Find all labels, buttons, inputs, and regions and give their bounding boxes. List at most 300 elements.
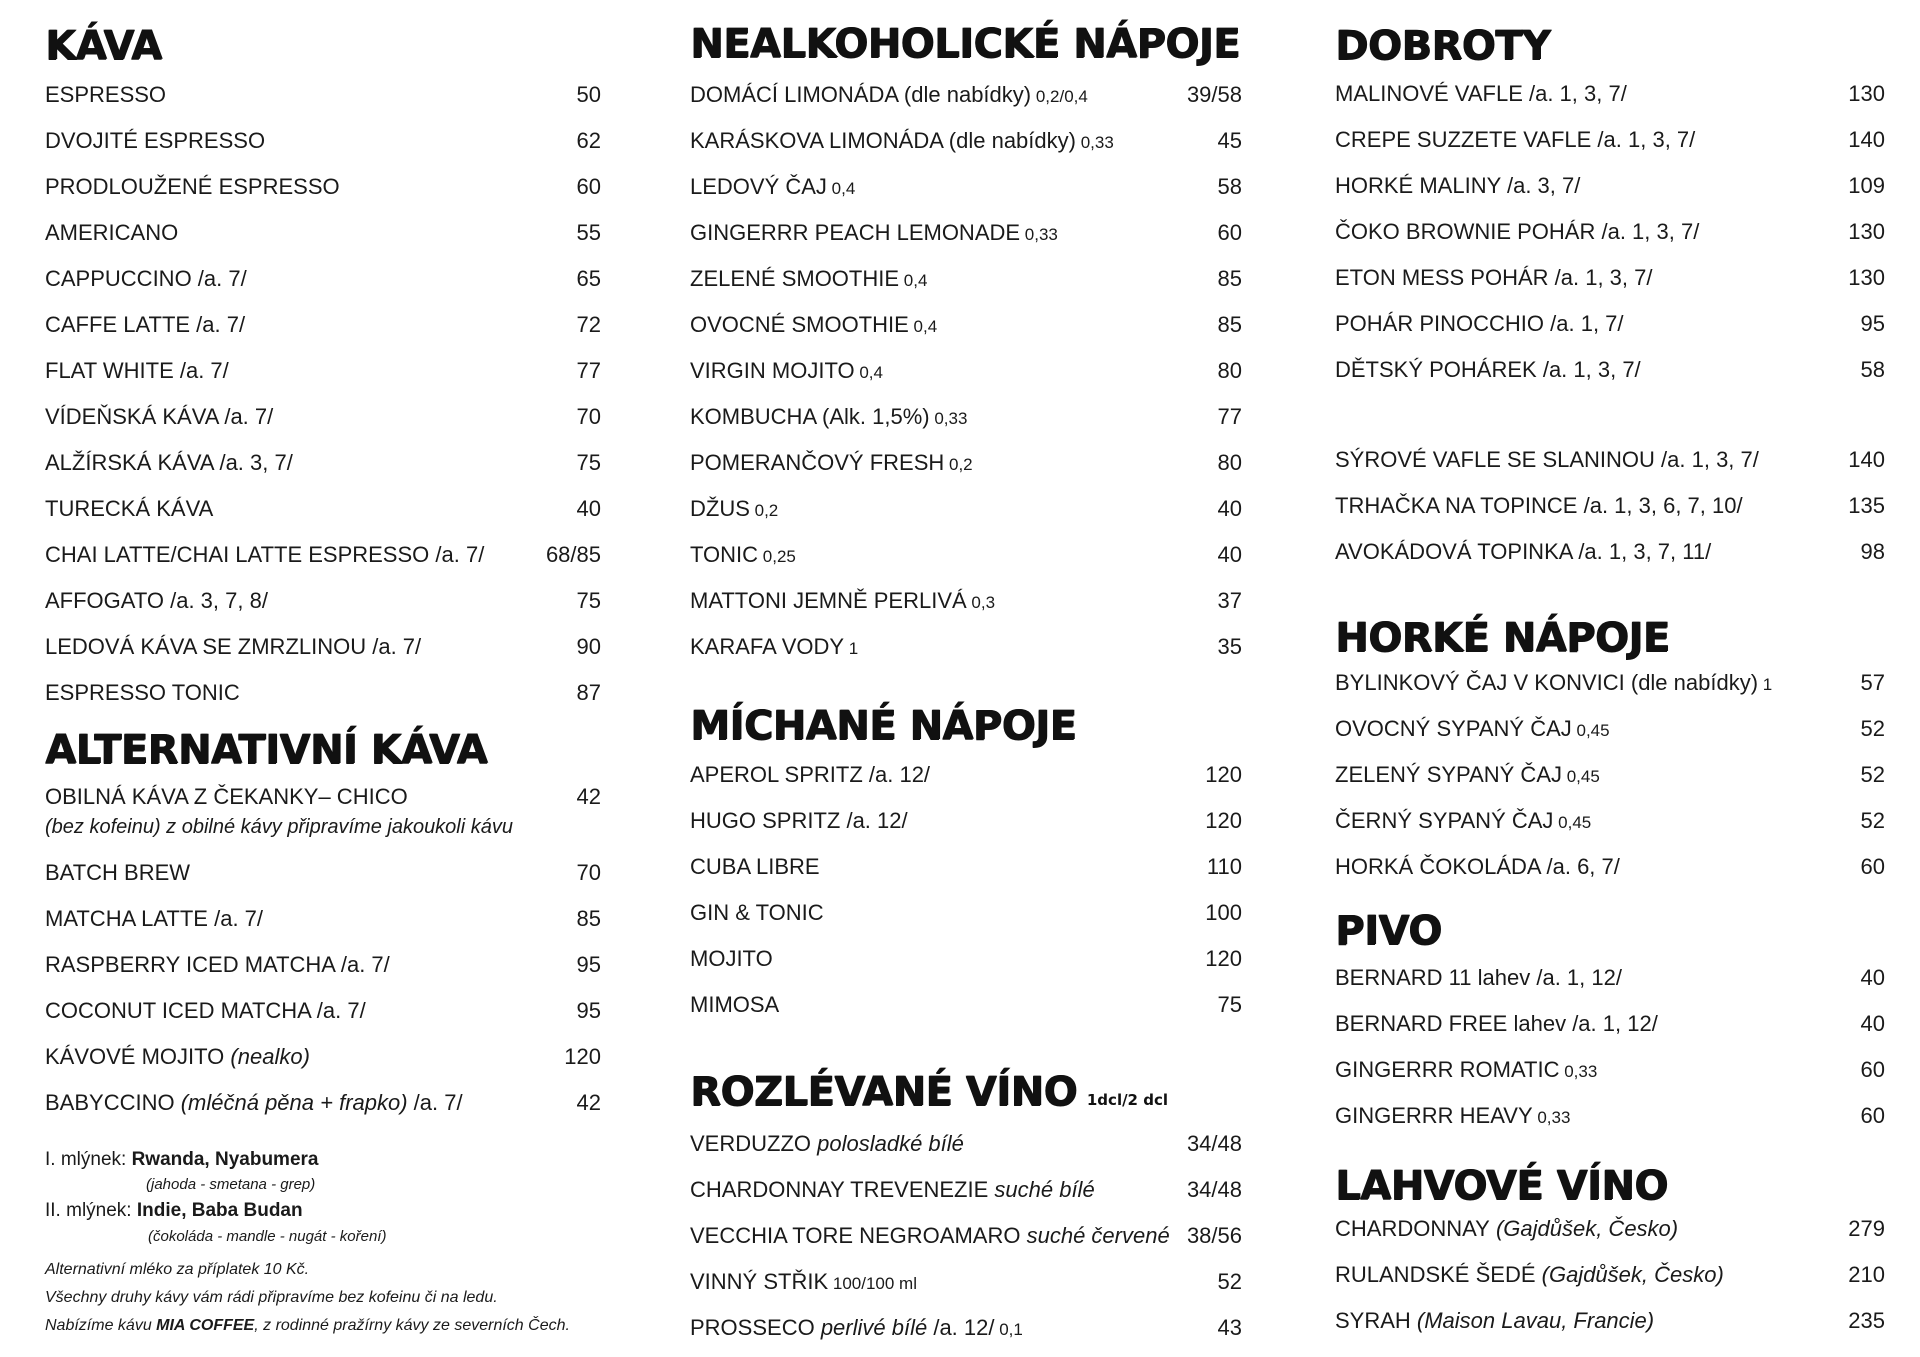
item-price: 130 bbox=[1848, 265, 1885, 290]
menu-item bbox=[1335, 347, 1885, 393]
item-size: 0,33 bbox=[1020, 225, 1058, 244]
item-name bbox=[45, 256, 247, 302]
menu-item bbox=[45, 440, 601, 486]
item-price: 120 bbox=[1205, 808, 1242, 833]
item-name: LEDOVÁ KÁVA SE ZMRZLINOU bbox=[45, 634, 367, 659]
item-name: ČERNÝ SYPANÝ ČAJ bbox=[1335, 808, 1554, 833]
item-name bbox=[690, 982, 779, 1028]
item-name: MALINOVÉ VAFLE bbox=[1335, 81, 1523, 106]
section-title-dobroty: DOBROTY bbox=[1335, 23, 1551, 69]
menu-item bbox=[1335, 117, 1885, 163]
item-allergen: /a. 1, 3, 7/ bbox=[1595, 219, 1700, 244]
item-allergen: /a. 1, 12/ bbox=[1530, 965, 1622, 990]
item-name: DVOJITÉ ESPRESSO bbox=[45, 128, 266, 153]
item-name: POMERANČOVÝ FRESH bbox=[690, 450, 945, 475]
item-name: ESPRESSO bbox=[45, 82, 167, 107]
item-allergen: /a. 12/ bbox=[840, 808, 908, 833]
item-price: 50 bbox=[576, 82, 601, 107]
item-size: 0,1 bbox=[994, 1320, 1023, 1339]
item-name bbox=[1335, 1093, 1570, 1141]
item-name: VECCHIA TORE NEGROAMARO bbox=[690, 1223, 1021, 1248]
item-name bbox=[45, 118, 265, 164]
item-name bbox=[690, 210, 1058, 258]
item-size: 1 bbox=[1758, 675, 1773, 694]
item-name bbox=[45, 394, 273, 440]
item-name: BERNARD 11 lahev bbox=[1335, 965, 1531, 990]
item-name bbox=[1335, 483, 1743, 529]
item-name: GIN & TONIC bbox=[690, 900, 824, 925]
item-name: ZELENÉ SMOOTHIE bbox=[690, 266, 900, 291]
item-name: FLAT WHITE bbox=[45, 358, 174, 383]
item-name bbox=[1335, 255, 1652, 301]
item-name bbox=[690, 1213, 1170, 1259]
item-name: CHARDONNAY bbox=[1335, 1216, 1490, 1241]
item-size: 0,33 bbox=[1532, 1108, 1571, 1127]
menu-item bbox=[690, 890, 1242, 936]
item-italic: (Gajdůšek, Česko) bbox=[1535, 1262, 1724, 1287]
menu-item bbox=[45, 1034, 601, 1080]
menu-item bbox=[45, 942, 601, 988]
item-name: CHAI LATTE/CHAI LATTE ESPRESSO bbox=[45, 542, 430, 567]
item-name: MATTONI JEMNĚ PERLIVÁ bbox=[690, 588, 967, 613]
item-allergen: /a. 12/ bbox=[927, 1315, 995, 1340]
menu-item bbox=[1335, 255, 1885, 301]
item-name bbox=[690, 1259, 917, 1307]
item-price: 55 bbox=[576, 220, 601, 245]
item-allergen: /a. 7/ bbox=[190, 312, 246, 337]
item-allergen: /a. 12/ bbox=[862, 762, 931, 787]
item-name: OVOCNÉ SMOOTHIE bbox=[690, 312, 909, 337]
item-size: 0,2 bbox=[944, 455, 973, 474]
menu-item bbox=[45, 72, 601, 118]
item-name bbox=[1335, 844, 1620, 890]
item-name bbox=[690, 118, 1114, 166]
menu-item bbox=[690, 72, 1242, 118]
menu-item bbox=[690, 752, 1242, 798]
item-name bbox=[45, 988, 366, 1034]
item-allergen: /a. 1, 3, 7/ bbox=[1654, 447, 1759, 472]
item-price: 80 bbox=[1217, 450, 1242, 475]
menu-item bbox=[1335, 660, 1885, 706]
menu-item bbox=[690, 532, 1242, 578]
item-name: ESPRESSO TONIC bbox=[45, 680, 240, 705]
item-price: 120 bbox=[1205, 946, 1242, 971]
item-price: 42 bbox=[576, 784, 601, 809]
menu-item bbox=[1335, 1093, 1885, 1139]
menu-item bbox=[45, 256, 601, 302]
item-allergen: /a. 1, 3, 7/ bbox=[1548, 265, 1653, 290]
item-name bbox=[1335, 798, 1591, 846]
item-size: 0,4 bbox=[854, 363, 883, 382]
item-name bbox=[1335, 706, 1610, 754]
menu-item bbox=[45, 210, 601, 256]
footnote-milk: Alternativní mléko za příplatek 10 Kč. bbox=[45, 1261, 310, 1278]
item-name: KÁVOVÉ MOJITO bbox=[45, 1044, 225, 1069]
item-name: CHARDONNAY TREVENEZIE bbox=[690, 1177, 989, 1202]
item-size: 0,45 bbox=[1562, 767, 1600, 786]
item-size: 0,4 bbox=[899, 271, 928, 290]
item-price: 68/85 bbox=[545, 542, 601, 567]
item-price: 38/56 bbox=[1186, 1223, 1242, 1248]
item-name bbox=[1335, 1047, 1597, 1095]
item-name bbox=[1335, 347, 1641, 393]
item-name bbox=[1335, 1298, 1654, 1344]
item-name: PROSSECO bbox=[690, 1315, 815, 1340]
item-name bbox=[1335, 163, 1580, 209]
item-name bbox=[1335, 301, 1624, 347]
section-title-nealko: NEALKOHOLICKÉ NÁPOJE bbox=[690, 21, 1240, 67]
item-name: GINGERRR HEAVY bbox=[1335, 1103, 1533, 1128]
item-name: BATCH BREW bbox=[45, 860, 191, 885]
item-name bbox=[45, 302, 245, 348]
item-price: 52 bbox=[1860, 716, 1885, 741]
item-name: DŽUS bbox=[690, 496, 750, 521]
item-price: 62 bbox=[576, 128, 601, 153]
menu-item bbox=[1335, 1252, 1885, 1298]
item-name bbox=[690, 348, 883, 396]
item-name: AMERICANO bbox=[45, 220, 179, 245]
item-italic: perlivé bílé bbox=[814, 1315, 928, 1340]
item-size: 100/100 ml bbox=[828, 1274, 917, 1293]
section-title-michane: MÍCHANÉ NÁPOJE bbox=[690, 703, 1077, 749]
item-price: 60 bbox=[1860, 854, 1885, 879]
item-name: GINGERRR ROMATIC bbox=[1335, 1057, 1560, 1082]
menu-item bbox=[1335, 1298, 1885, 1344]
item-name bbox=[690, 624, 858, 672]
item-allergen: /a. 7/ bbox=[366, 634, 422, 659]
item-name: TURECKÁ KÁVA bbox=[45, 496, 214, 521]
item-price: 87 bbox=[576, 680, 601, 705]
menu-item bbox=[690, 348, 1242, 394]
item-name bbox=[690, 1167, 1095, 1213]
item-name bbox=[690, 844, 820, 890]
item-name bbox=[690, 578, 995, 626]
grinder-notes: (čokoláda - mandle - nugát - koření) bbox=[148, 1228, 387, 1245]
section-title-rozlevane: ROZLÉVANÉ VÍNO 1dcl/2 dcl bbox=[690, 1069, 1168, 1115]
item-name bbox=[1335, 955, 1622, 1001]
item-price: 109 bbox=[1848, 173, 1885, 198]
item-size: 0,4 bbox=[908, 317, 938, 336]
menu-item bbox=[45, 164, 601, 210]
item-name bbox=[45, 72, 166, 118]
item-name bbox=[1335, 437, 1759, 483]
item-name bbox=[690, 1305, 1023, 1353]
item-italic: (nealko) bbox=[224, 1044, 310, 1069]
item-name bbox=[690, 1121, 964, 1167]
item-price: 60 bbox=[1217, 220, 1242, 245]
item-name: KOMBUCHA (Alk. 1,5%) bbox=[690, 404, 930, 429]
item-name bbox=[45, 624, 421, 670]
grinder-label: II. mlýnek: bbox=[45, 1200, 137, 1221]
item-name: HORKÁ ČOKOLÁDA bbox=[1335, 854, 1541, 879]
item-price: 235 bbox=[1848, 1308, 1885, 1333]
item-allergen: /a. 7/ bbox=[310, 998, 366, 1023]
grinder-origin: Indie, Baba Budan bbox=[136, 1200, 303, 1221]
item-name: OVOCNÝ SYPANÝ ČAJ bbox=[1335, 716, 1572, 741]
menu-item bbox=[1335, 163, 1885, 209]
item-name: RULANDSKÉ ŠEDÉ bbox=[1335, 1262, 1536, 1287]
item-price: 45 bbox=[1217, 128, 1242, 153]
item-name: APEROL SPRITZ bbox=[690, 762, 863, 787]
item-allergen: /a. 7/ bbox=[218, 404, 274, 429]
menu-item bbox=[690, 578, 1242, 624]
item-name: MIMOSA bbox=[690, 992, 780, 1017]
menu-item bbox=[1335, 844, 1885, 890]
item-price: 80 bbox=[1217, 358, 1242, 383]
item-price: 40 bbox=[1860, 1011, 1885, 1036]
item-name bbox=[690, 164, 855, 212]
section-title-pivo: PIVO bbox=[1335, 908, 1442, 954]
item-allergen: /a. 7/ bbox=[407, 1090, 463, 1115]
item-italic: (Maison Lavau, Francie) bbox=[1410, 1308, 1655, 1333]
item-size: 0,4 bbox=[826, 179, 856, 198]
item-allergen: /a. 7/ bbox=[429, 542, 485, 567]
item-name bbox=[45, 210, 178, 256]
item-name: KARAFA VODY bbox=[690, 634, 845, 659]
item-price: 40 bbox=[1217, 496, 1242, 521]
item-name: GINGERRR PEACH LEMONADE bbox=[690, 220, 1021, 245]
item-price: 279 bbox=[1848, 1216, 1885, 1241]
item-allergen: /a. 1, 7/ bbox=[1544, 311, 1624, 336]
item-name: CAPPUCCINO bbox=[45, 266, 192, 291]
item-name bbox=[690, 394, 967, 442]
menu-item bbox=[690, 798, 1242, 844]
item-name bbox=[690, 752, 930, 798]
item-name bbox=[690, 486, 778, 534]
item-allergen: /a. 1, 3, 7/ bbox=[1522, 81, 1627, 106]
item-size: 1 bbox=[844, 639, 859, 658]
item-size: 0,2/0,4 bbox=[1031, 87, 1088, 106]
item-name bbox=[45, 486, 213, 532]
item-allergen: /a. 1, 3, 7/ bbox=[1591, 127, 1696, 152]
item-name: CREPE SUZZETE VAFLE bbox=[1335, 127, 1592, 152]
item-name: VINNÝ STŘIK bbox=[690, 1269, 829, 1294]
item-size: 0,3 bbox=[966, 593, 996, 612]
menu-item bbox=[690, 982, 1242, 1028]
item-price: 72 bbox=[576, 312, 601, 337]
item-price: 135 bbox=[1848, 493, 1885, 518]
item-price: 60 bbox=[576, 174, 601, 199]
item-price: 60 bbox=[1860, 1057, 1885, 1082]
item-name bbox=[45, 850, 190, 896]
item-name: AFFOGATO bbox=[45, 588, 164, 613]
item-name: ZELENÝ SYPANÝ ČAJ bbox=[1335, 762, 1562, 787]
item-italic: suché červené bbox=[1020, 1223, 1170, 1248]
menu-item bbox=[690, 486, 1242, 532]
menu-item bbox=[45, 774, 601, 820]
item-name: LEDOVÝ ČAJ bbox=[690, 174, 827, 199]
item-size: 0,33 bbox=[929, 409, 968, 428]
menu-item bbox=[690, 844, 1242, 890]
item-italic: (mléčná pěna + frapko) bbox=[174, 1090, 408, 1115]
menu-item bbox=[1335, 437, 1885, 483]
item-allergen: /a. 7/ bbox=[173, 358, 229, 383]
item-allergen: /a. 7/ bbox=[207, 906, 264, 931]
menu-item bbox=[1335, 1001, 1885, 1047]
menu-item bbox=[45, 670, 601, 716]
item-name bbox=[45, 1080, 463, 1126]
menu-item bbox=[1335, 798, 1885, 844]
item-name: ČOKO BROWNIE POHÁR bbox=[1335, 219, 1596, 244]
item-name bbox=[690, 256, 927, 304]
item-allergen: /a. 3, 7/ bbox=[213, 450, 293, 475]
item-price: 52 bbox=[1860, 762, 1885, 787]
item-name: SÝROVÉ VAFLE SE SLANINOU bbox=[1335, 447, 1655, 472]
item-price: 75 bbox=[576, 588, 601, 613]
menu-item bbox=[690, 118, 1242, 164]
item-name bbox=[690, 440, 973, 488]
item-name: SYRAH bbox=[1335, 1308, 1411, 1333]
item-price: 40 bbox=[1217, 542, 1242, 567]
item-allergen: /a. 1, 3, 7/ bbox=[1536, 357, 1641, 382]
grinder-2 bbox=[45, 1201, 303, 1220]
item-italic: suché bílé bbox=[988, 1177, 1095, 1202]
item-price: 37 bbox=[1217, 588, 1242, 613]
item-allergen: /a. 7/ bbox=[191, 266, 247, 291]
menu-item bbox=[690, 936, 1242, 982]
menu-item bbox=[690, 1167, 1242, 1213]
item-name bbox=[1335, 1206, 1678, 1252]
item-name bbox=[690, 890, 824, 936]
item-price: 70 bbox=[576, 860, 601, 885]
item-name: BYLINKOVÝ ČAJ V KONVICI (dle nabídky) bbox=[1335, 670, 1759, 695]
menu-item bbox=[1335, 752, 1885, 798]
item-name bbox=[45, 942, 390, 988]
item-price: 65 bbox=[576, 266, 601, 291]
item-price: 52 bbox=[1860, 808, 1885, 833]
item-price: 77 bbox=[1217, 404, 1242, 429]
item-name: VERDUZZO bbox=[690, 1131, 811, 1156]
item-name bbox=[1335, 117, 1695, 163]
footnote-decaf: Všechny druhy kávy vám rádi připravíme bez kofeinu či na ledu. bbox=[45, 1289, 498, 1306]
item-price: 95 bbox=[576, 952, 601, 977]
menu-item bbox=[45, 988, 601, 1034]
item-price: 43 bbox=[1217, 1315, 1242, 1340]
item-name: TRHAČKA NA TOPINCE bbox=[1335, 493, 1578, 518]
item-name: BABYCCINO bbox=[45, 1090, 175, 1115]
item-name bbox=[45, 1034, 310, 1080]
item-name: ALŽÍRSKÁ KÁVA bbox=[45, 450, 214, 475]
menu-item bbox=[1335, 483, 1885, 529]
item-name: VIRGIN MOJITO bbox=[690, 358, 855, 383]
item-name bbox=[45, 896, 263, 942]
menu-item bbox=[690, 1213, 1242, 1259]
item-name: ETON MESS POHÁR bbox=[1335, 265, 1549, 290]
item-price: 35 bbox=[1217, 634, 1242, 659]
section-title-alternativni: ALTERNATIVNÍ KÁVA bbox=[45, 727, 487, 773]
item-name bbox=[45, 670, 240, 716]
item-name bbox=[690, 302, 937, 350]
item-price: 60 bbox=[1860, 1103, 1885, 1128]
menu-item bbox=[1335, 706, 1885, 752]
section-title-lahvove: LAHVOVÉ VÍNO bbox=[1335, 1163, 1668, 1209]
menu-item bbox=[1335, 955, 1885, 1001]
item-name bbox=[690, 72, 1088, 120]
item-price: 130 bbox=[1848, 81, 1885, 106]
item-price: 39/58 bbox=[1186, 82, 1242, 107]
item-size: 0,33 bbox=[1559, 1062, 1598, 1081]
item-price: 75 bbox=[576, 450, 601, 475]
item-price: 110 bbox=[1206, 854, 1242, 879]
item-price: 130 bbox=[1848, 219, 1885, 244]
menu-item bbox=[1335, 1047, 1885, 1093]
brand-name: MIA COFFEE bbox=[156, 1317, 255, 1334]
item-name: KARÁSKOVA LIMONÁDA (dle nabídky) bbox=[690, 128, 1076, 153]
menu-item bbox=[690, 1305, 1242, 1351]
item-name bbox=[1335, 71, 1627, 117]
item-price: 85 bbox=[1217, 312, 1242, 337]
item-note: (bez kofeinu) z obilné kávy připravíme jakoukoli kávu bbox=[45, 816, 513, 838]
menu-item bbox=[1335, 301, 1885, 347]
item-name bbox=[45, 532, 484, 578]
item-price: 140 bbox=[1848, 447, 1885, 472]
item-price: 210 bbox=[1848, 1262, 1885, 1287]
menu-item bbox=[690, 624, 1242, 670]
item-name bbox=[1335, 529, 1711, 575]
item-name: CAFFE LATTE bbox=[45, 312, 191, 337]
wine-volume-note: 1dcl/2 dcl bbox=[1086, 1091, 1168, 1109]
menu-item bbox=[690, 1121, 1242, 1167]
item-price: 40 bbox=[576, 496, 601, 521]
grinder-label: I. mlýnek: bbox=[45, 1149, 132, 1170]
item-allergen: /a. 1, 3, 6, 7, 10/ bbox=[1577, 493, 1743, 518]
item-price: 52 bbox=[1217, 1269, 1242, 1294]
menu-item bbox=[1335, 209, 1885, 255]
item-allergen: /a. 3, 7/ bbox=[1500, 173, 1581, 198]
item-price: 58 bbox=[1217, 174, 1242, 199]
item-price: 75 bbox=[1217, 992, 1242, 1017]
item-name bbox=[690, 532, 796, 580]
menu-item bbox=[45, 532, 601, 578]
item-price: 85 bbox=[576, 906, 601, 931]
item-name bbox=[45, 578, 268, 624]
item-name bbox=[1335, 752, 1600, 800]
item-size: 0,45 bbox=[1553, 813, 1592, 832]
item-price: 95 bbox=[1860, 311, 1885, 336]
menu-item bbox=[1335, 1206, 1885, 1252]
menu-item bbox=[45, 486, 601, 532]
menu-item bbox=[690, 210, 1242, 256]
footnote-roastery: Nabízíme kávu MIA COFFEE, z rodinné pražírny kávy ze severních Čech. bbox=[45, 1317, 570, 1334]
item-name: BERNARD FREE lahev bbox=[1335, 1011, 1567, 1036]
menu-item bbox=[45, 394, 601, 440]
item-size: 0,45 bbox=[1571, 721, 1610, 740]
item-price: 58 bbox=[1860, 357, 1885, 382]
section-title-kava: KÁVA bbox=[45, 23, 162, 69]
menu-item bbox=[45, 624, 601, 670]
item-allergen: /a. 3, 7, 8/ bbox=[163, 588, 268, 613]
menu-item bbox=[1335, 71, 1885, 117]
item-price: 95 bbox=[576, 998, 601, 1023]
item-name: TONIC bbox=[690, 542, 759, 567]
menu-item bbox=[690, 1259, 1242, 1305]
item-price: 120 bbox=[564, 1044, 601, 1069]
item-name: AVOKÁDOVÁ TOPINKA bbox=[1335, 539, 1573, 564]
item-italic: polosladké bílé bbox=[811, 1131, 964, 1156]
grinder-1 bbox=[45, 1150, 318, 1169]
item-price: 100 bbox=[1205, 900, 1242, 925]
item-price: 40 bbox=[1860, 965, 1885, 990]
menu-item bbox=[45, 578, 601, 624]
item-name: COCONUT ICED MATCHA bbox=[45, 998, 311, 1023]
grinder-origin: Rwanda, Nyabumera bbox=[131, 1149, 319, 1170]
menu-item bbox=[690, 164, 1242, 210]
item-price: 98 bbox=[1860, 539, 1885, 564]
item-price: 120 bbox=[1205, 762, 1242, 787]
item-allergen: /a. 1, 3, 7, 11/ bbox=[1572, 539, 1712, 564]
item-price: 140 bbox=[1848, 127, 1885, 152]
item-price: 42 bbox=[576, 1090, 601, 1115]
